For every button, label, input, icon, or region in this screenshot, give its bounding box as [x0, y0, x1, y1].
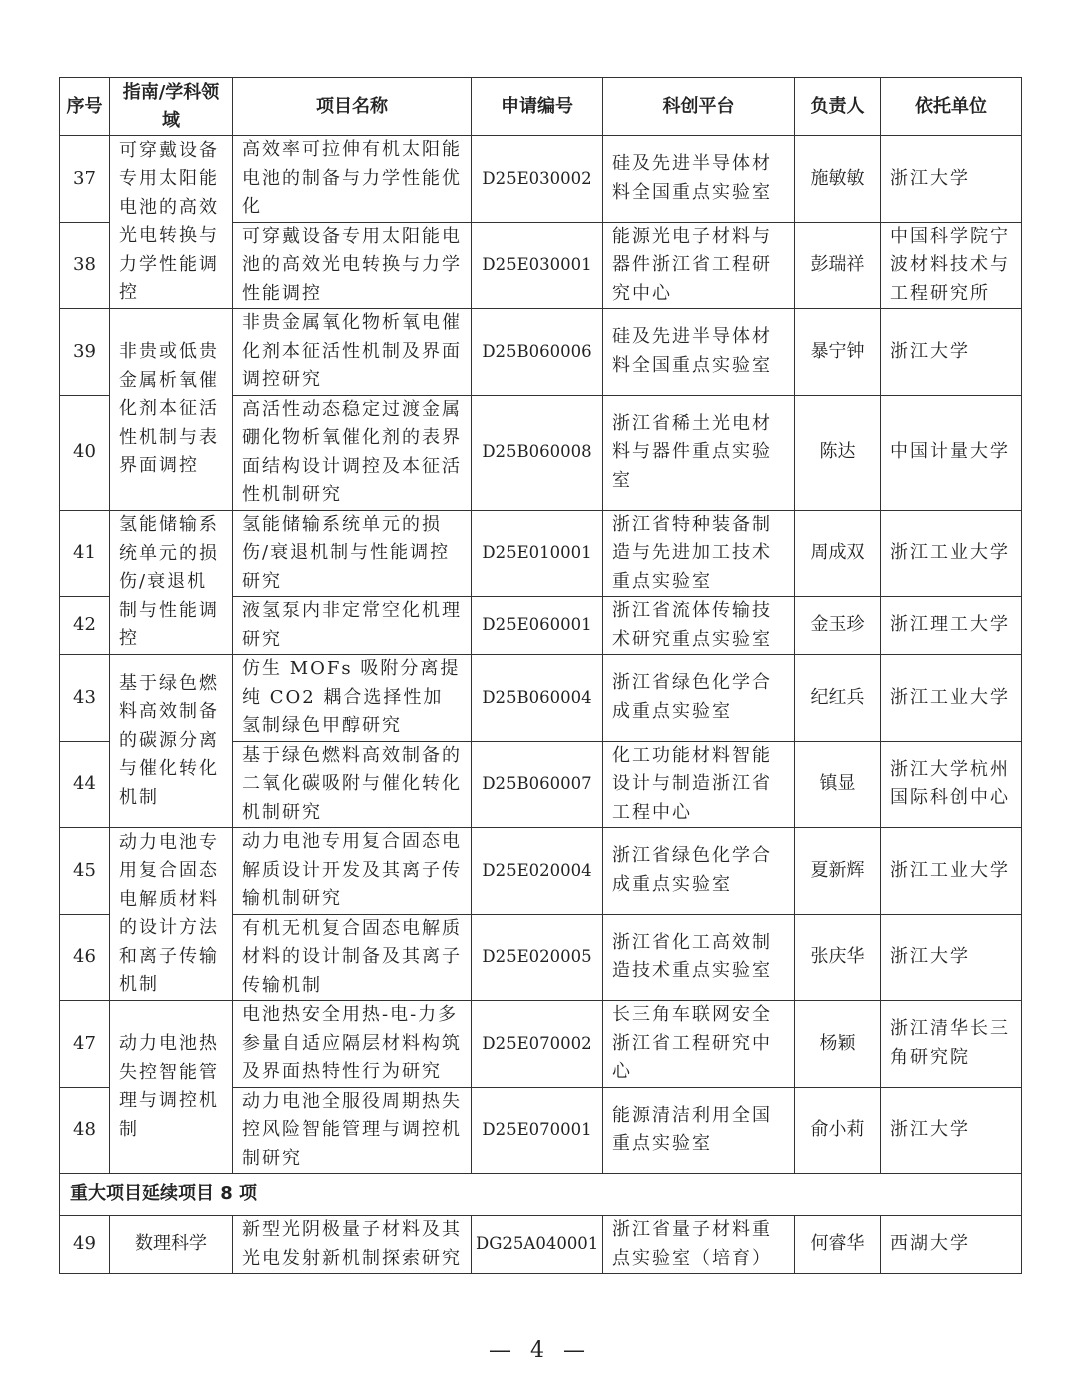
application-code: D25E020005	[472, 914, 603, 1001]
application-code: D25E070001	[472, 1087, 603, 1174]
section-row	[60, 1174, 1022, 1216]
row-no: 45	[60, 828, 110, 915]
application-code: D25B060004	[472, 655, 603, 742]
row-no: 41	[60, 510, 110, 597]
unit: 浙江理工大学	[881, 597, 1022, 655]
leader: 杨颖	[795, 1001, 881, 1088]
unit: 浙江大学	[881, 136, 1022, 223]
project-name: 仿生 MOFs 吸附分离提纯 CO2 耦合选择性加氢制绿色甲醇研究	[233, 655, 472, 742]
table-row	[60, 1216, 1022, 1274]
unit: 浙江大学	[881, 309, 1022, 396]
header-platform: 科创平台	[603, 78, 795, 136]
header-project-name: 项目名称	[233, 78, 472, 136]
field-cell: 可穿戴设备专用太阳能电池的高效光电转换与力学性能调控	[110, 136, 233, 309]
leader: 何睿华	[795, 1216, 881, 1274]
application-code: DG25A040001	[472, 1216, 603, 1274]
row-no: 40	[60, 395, 110, 510]
row-no: 37	[60, 136, 110, 223]
leader: 俞小莉	[795, 1087, 881, 1174]
row-no: 42	[60, 597, 110, 655]
unit: 浙江大学	[881, 1087, 1022, 1174]
leader: 张庆华	[795, 914, 881, 1001]
row-no: 38	[60, 222, 110, 309]
platform: 浙江省绿色化学合成重点实验室	[603, 655, 795, 742]
project-name: 高效率可拉伸有机太阳能电池的制备与力学性能优化	[233, 136, 472, 223]
unit: 西湖大学	[881, 1216, 1022, 1274]
project-name: 有机无机复合固态电解质材料的设计制备及其离子传输机制	[233, 914, 472, 1001]
table-row	[60, 655, 1022, 742]
platform: 浙江省流体传输技术研究重点实验室	[603, 597, 795, 655]
project-name: 液氢泵内非定常空化机理研究	[233, 597, 472, 655]
leader: 金玉珍	[795, 597, 881, 655]
row-no: 49	[60, 1216, 110, 1274]
project-name: 基于绿色燃料高效制备的二氧化碳吸附与催化转化机制研究	[233, 741, 472, 828]
section-title: 重大项目延续项目 8 项	[60, 1174, 1022, 1216]
row-no: 39	[60, 309, 110, 396]
application-code: D25E020004	[472, 828, 603, 915]
application-code: D25E030001	[472, 222, 603, 309]
table-row	[60, 1001, 1022, 1088]
platform: 能源清洁利用全国重点实验室	[603, 1087, 795, 1174]
project-name: 氢能储输系统单元的损伤/衰退机制与性能调控研究	[233, 510, 472, 597]
unit: 浙江工业大学	[881, 655, 1022, 742]
unit: 浙江大学	[881, 914, 1022, 1001]
platform: 浙江省化工高效制造技术重点实验室	[603, 914, 795, 1001]
project-name: 高活性动态稳定过渡金属硼化物析氧催化剂的表界面结构设计调控及本征活性机制研究	[233, 395, 472, 510]
project-name: 动力电池全服役周期热失控风险智能管理与调控机制研究	[233, 1087, 472, 1174]
project-name: 动力电池专用复合固态电解质设计开发及其离子传输机制研究	[233, 828, 472, 915]
field-cell: 氢能储输系统单元的损伤/衰退机制与性能调控	[110, 510, 233, 655]
leader: 镇显	[795, 741, 881, 828]
unit: 浙江大学杭州国际科创中心	[881, 741, 1022, 828]
unit: 浙江工业大学	[881, 510, 1022, 597]
project-table	[59, 77, 1022, 1274]
table-row	[60, 136, 1022, 223]
table-row	[60, 828, 1022, 915]
header-no: 序号	[60, 78, 110, 136]
row-no: 46	[60, 914, 110, 1001]
platform: 能源光电子材料与器件浙江省工程研究中心	[603, 222, 795, 309]
unit: 浙江工业大学	[881, 828, 1022, 915]
row-no: 48	[60, 1087, 110, 1174]
application-code: D25B060006	[472, 309, 603, 396]
leader: 暴宁钟	[795, 309, 881, 396]
platform: 浙江省特种装备制造与先进加工技术重点实验室	[603, 510, 795, 597]
application-code: D25E070002	[472, 1001, 603, 1088]
header-field: 指南/学科领域	[110, 78, 233, 136]
platform: 浙江省量子材料重点实验室（培育）	[603, 1216, 795, 1274]
page-number: — 4 —	[489, 1338, 591, 1363]
table-row	[60, 510, 1022, 597]
table-header-row	[60, 78, 1022, 136]
field-cell: 数理科学	[110, 1216, 233, 1274]
header-unit: 依托单位	[881, 78, 1022, 136]
platform: 硅及先进半导体材料全国重点实验室	[603, 309, 795, 396]
row-no: 44	[60, 741, 110, 828]
unit: 浙江清华长三角研究院	[881, 1001, 1022, 1088]
platform: 长三角车联网安全浙江省工程研究中心	[603, 1001, 795, 1088]
platform: 浙江省绿色化学合成重点实验室	[603, 828, 795, 915]
table-row	[60, 309, 1022, 396]
application-code: D25E030002	[472, 136, 603, 223]
header-leader: 负责人	[795, 78, 881, 136]
leader: 周成双	[795, 510, 881, 597]
project-name: 新型光阴极量子材料及其光电发射新机制探索研究	[233, 1216, 472, 1274]
field-cell: 动力电池专用复合固态电解质材料的设计方法和离子传输机制	[110, 828, 233, 1001]
leader: 夏新辉	[795, 828, 881, 915]
leader: 陈达	[795, 395, 881, 510]
application-code: D25B060008	[472, 395, 603, 510]
unit: 中国计量大学	[881, 395, 1022, 510]
leader: 纪红兵	[795, 655, 881, 742]
leader: 施敏敏	[795, 136, 881, 223]
field-cell: 动力电池热失控智能管理与调控机制	[110, 1001, 233, 1174]
field-cell: 非贵或低贵金属析氧催化剂本征活性机制与表界面调控	[110, 309, 233, 511]
project-name: 非贵金属氧化物析氧电催化剂本征活性机制及界面调控研究	[233, 309, 472, 396]
leader: 彭瑞祥	[795, 222, 881, 309]
unit: 中国科学院宁波材料技术与工程研究所	[881, 222, 1022, 309]
platform: 浙江省稀土光电材料与器件重点实验室	[603, 395, 795, 510]
project-name: 电池热安全用热-电-力多参量自适应隔层材料构筑及界面热特性行为研究	[233, 1001, 472, 1088]
field-cell: 基于绿色燃料高效制备的碳源分离与催化转化机制	[110, 655, 233, 828]
project-name: 可穿戴设备专用太阳能电池的高效光电转换与力学性能调控	[233, 222, 472, 309]
application-code: D25E010001	[472, 510, 603, 597]
application-code: D25E060001	[472, 597, 603, 655]
platform: 硅及先进半导体材料全国重点实验室	[603, 136, 795, 223]
application-code: D25B060007	[472, 741, 603, 828]
platform: 化工功能材料智能设计与制造浙江省工程中心	[603, 741, 795, 828]
row-no: 43	[60, 655, 110, 742]
header-code: 申请编号	[472, 78, 603, 136]
row-no: 47	[60, 1001, 110, 1088]
